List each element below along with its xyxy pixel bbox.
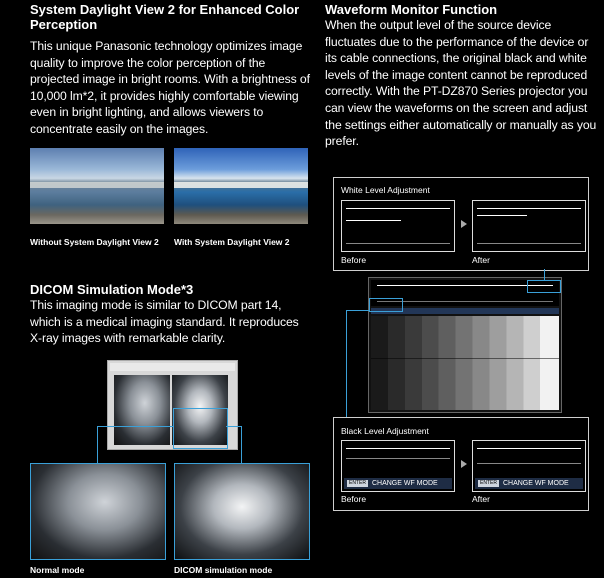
sdv-body: This unique Panasonic technology optimizes image quality to improve the color perception of the projected image in bright rooms. With a brightness of 10,000 lm*2, it provides highly comfortable viewing even in bright lighting, and allows viewers to concentrate easily on the images.	[30, 39, 310, 136]
black-after-label: After	[472, 494, 490, 504]
black-before-waveform	[341, 440, 455, 492]
black-before-label: Before	[341, 494, 367, 504]
white-level-title: White Level Adjustment	[341, 185, 430, 195]
waveform-title: Waveform Monitor Function	[325, 2, 498, 17]
photo-with-sdv	[174, 148, 308, 224]
waveform-zoom-box-top	[527, 280, 561, 293]
connector-line	[241, 426, 242, 463]
connector-line	[97, 426, 173, 427]
arrow-right-icon	[461, 220, 467, 228]
arrow-right-icon	[461, 460, 467, 468]
enter-key: ENTER	[349, 480, 366, 486]
dicom-title: DICOM Simulation Mode*3	[30, 282, 194, 297]
photo-without-sdv	[30, 148, 164, 224]
connector-line	[226, 426, 241, 427]
connector-line	[346, 310, 369, 311]
black-level-title: Black Level Adjustment	[341, 426, 429, 436]
caption-without-sdv: Without System Daylight View 2	[30, 237, 159, 247]
caption-with-sdv: With System Daylight View 2	[174, 237, 290, 247]
xray-dicom-mode	[174, 463, 310, 560]
dicom-zoom-box	[173, 408, 228, 449]
enter-bar	[344, 478, 452, 489]
enter-label: CHANGE WF MODE	[371, 480, 438, 487]
white-before-label: Before	[341, 255, 367, 265]
connector-line	[346, 310, 347, 417]
white-level-panel	[333, 177, 589, 271]
enter-bar	[475, 478, 583, 489]
enter-label: CHANGE WF MODE	[502, 480, 569, 487]
caption-dicom-mode: DICOM simulation mode	[174, 565, 273, 575]
waveform-zoom-box-bottom	[369, 298, 403, 312]
caption-normal-mode: Normal mode	[30, 565, 85, 575]
xray-normal-mode	[30, 463, 166, 560]
connector-line	[97, 426, 98, 463]
grayscale-bars	[371, 316, 559, 410]
black-level-panel	[333, 417, 589, 511]
white-after-label: After	[472, 255, 490, 265]
enter-key: ENTER	[480, 480, 497, 486]
waveform-body: When the output level of the source device fluctuates due to the performance of the device or its cable connections, the original black and white levels of the image content cannot be reproduced correctly. With the PT-DZ870 Series projector you can view the waveforms on the screen and adjust the settings either automatically or manually as you prefer.	[325, 18, 597, 149]
connector-line	[544, 269, 545, 280]
white-after-waveform	[472, 200, 586, 252]
dicom-body: This imaging mode is similar to DICOM part 14, which is a medical imaging standard. It reproduces X-ray images with remarkable clarity.	[30, 298, 299, 346]
sdv-title: System Daylight View 2 for Enhanced Color Perception	[30, 2, 300, 32]
black-after-waveform	[472, 440, 586, 492]
white-before-waveform	[341, 200, 455, 252]
